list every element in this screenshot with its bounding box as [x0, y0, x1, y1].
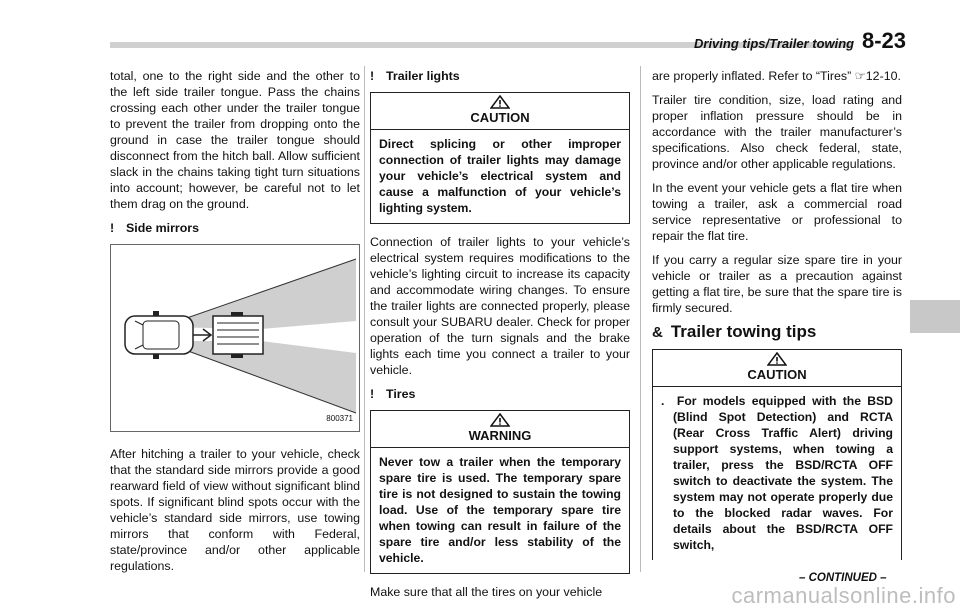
- column-divider: [364, 66, 365, 572]
- warning-box: [370, 410, 630, 574]
- warning-label: WARNING: [468, 428, 532, 443]
- hitch-icon: [193, 329, 211, 341]
- column-3: [652, 68, 902, 570]
- column-divider: [640, 66, 641, 572]
- warning-triangle-icon: [767, 352, 787, 366]
- subheading-marker: !: [110, 221, 115, 235]
- continued-label: – CONTINUED –: [799, 572, 887, 584]
- figure-code: 800371: [326, 414, 353, 423]
- tires-continued-paragraph: are properly inflated. Refer to “Tires” ☞12-10.: [652, 69, 901, 83]
- spare-tire-paragraph: If you carry a regular size spare tire in your vehicle or trailer as a precaution against getting a flat tire, be sure that the spare tire is firmly secured.: [652, 253, 902, 315]
- subheading-label: Tires: [386, 387, 416, 401]
- lights-paragraph: Connection of trailer lights to your vehicle’s electrical system requires modifications to the vehicle’s lighting circuit to increase its capacity and accommodate wiring changes. To ensure the trailer lights are connected properly, please consult your SUBARU dealer. Check for proper operation of the turn signals and the brake lights each time you connect a trailer to your vehicle.: [370, 235, 630, 377]
- subheading-marker: !: [370, 387, 375, 401]
- caution-list-item: [653, 387, 901, 560]
- subheading-marker: !: [370, 69, 375, 83]
- caution-box: [370, 92, 630, 224]
- subheading-tires: [370, 386, 630, 402]
- section-heading: [652, 324, 902, 341]
- trailer-tire-paragraph: Trailer tire condition, size, load rating and proper inflation pressure should be in accordance with the trailer manufacturer’s specifications. Also check federal, state, province and/or other applicable regulations.: [652, 93, 902, 171]
- subheading-trailer-lights: [370, 68, 630, 84]
- list-bullet: .: [661, 394, 665, 408]
- caution-header: [371, 93, 629, 130]
- trailer-icon: [213, 312, 263, 358]
- chapter-tab: [910, 300, 960, 333]
- caution-text: For models equipped with the BSD (Blind Spot Detection) and RCTA (Rear Cross Traffic Alert) driving support systems, when towing a trailer, press the BSD/RCTA OFF switch to deactivate the system. The system may not operate properly due to the blocked radar waves. For details about the BSD/RCTA OFF switch,: [673, 394, 893, 552]
- warning-triangle-icon: [490, 95, 510, 109]
- mirrors-paragraph: After hitching a trailer to your vehicle, check that the standard side mirrors provide a good rearward field of view without significant blind spots. If significant blind spots occur with the vehicle’s standard side mirrors, use towing mirrors that conform with Federal, state/province and/or other applicable regulations.: [110, 447, 360, 573]
- side-mirror-figure: [110, 244, 360, 432]
- column-1: [110, 68, 360, 582]
- caution-text: Direct splicing or other improper connection of trailer lights may damage your vehicle’s electrical system and cause a malfunction of your vehicle’s lighting system.: [379, 137, 621, 215]
- header-title: Driving tips/Trailer towing: [694, 36, 855, 51]
- flat-tire-paragraph: In the event your vehicle gets a flat tire when towing a trailer, ask a commercial road service representative or professional to repair the flat tire.: [652, 181, 902, 243]
- caution-label: CAUTION: [747, 367, 807, 382]
- warning-header: [371, 411, 629, 448]
- warning-triangle-icon: [490, 413, 510, 427]
- warning-text: Never tow a trailer when the temporary spare tire is used. The temporary spare tire is not designed to sustain the towing load. Use of the temporary spare tire when towing can result in failure of the spare tire and/or less stability of the vehicle.: [379, 455, 621, 565]
- section-title: Trailer towing tips: [670, 322, 817, 341]
- subheading-side-mirrors: [110, 220, 360, 236]
- caution-box: [652, 349, 902, 560]
- car-icon: [125, 311, 193, 359]
- watermark: carmanualsonline.info: [731, 583, 956, 608]
- caution-header: [653, 350, 901, 387]
- tires-paragraph: Make sure that all the tires on your vehicle: [370, 585, 603, 599]
- section-marker: &: [652, 324, 663, 341]
- subheading-label: Side mirrors: [126, 221, 199, 235]
- intro-paragraph: total, one to the right side and the other to the left side trailer tongue. Pass the chains crossing each other under the trailer tongue to prevent the trailer from dropping onto the ground in case the trailer tongue should disconnect from the hitch ball. Allow sufficient slack in the chains taking tight turn situations into account; however, be careful not to let them drag on the ground.: [110, 69, 360, 211]
- page-number: 8-23: [862, 28, 907, 53]
- caution-label: CAUTION: [470, 110, 530, 125]
- column-2: [370, 68, 630, 608]
- subheading-label: Trailer lights: [386, 69, 460, 83]
- mirror-view-diagram: [111, 245, 359, 431]
